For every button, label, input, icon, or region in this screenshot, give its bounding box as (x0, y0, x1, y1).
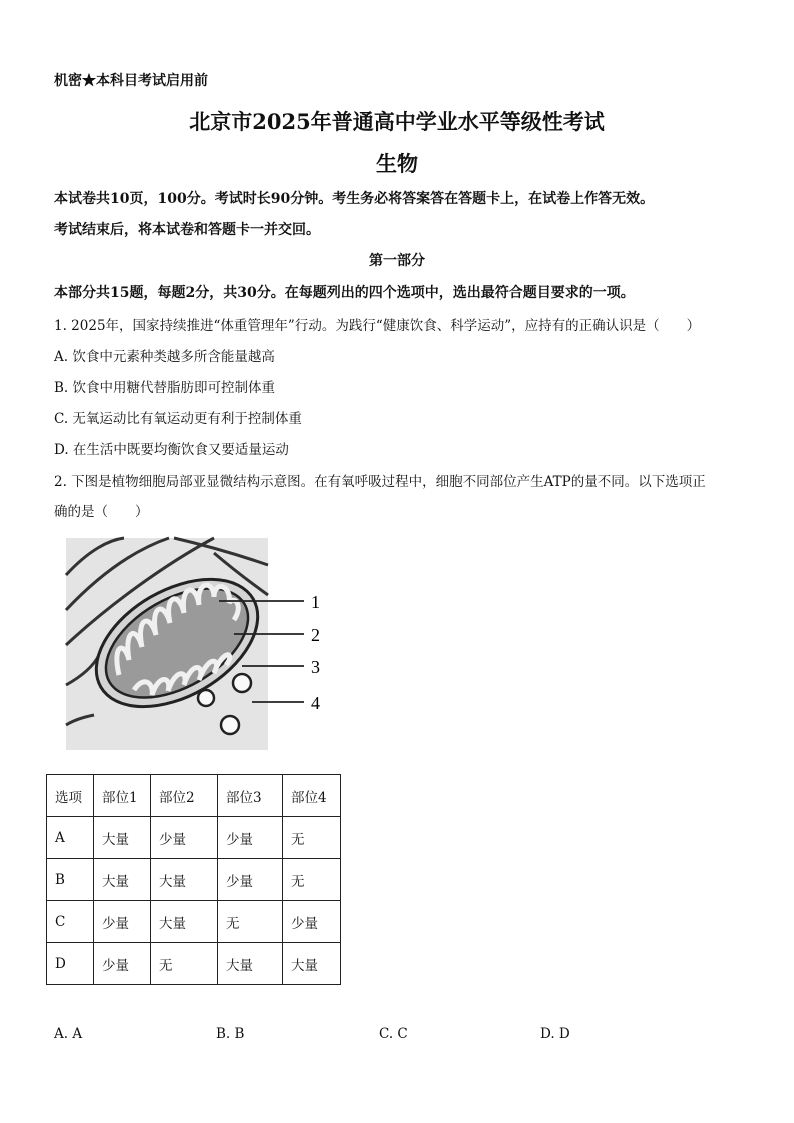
table-row (47, 817, 341, 859)
table-cell: 少量 (218, 859, 283, 901)
question-1-stem: 1. 2025年，国家持续推进“体重管理年”行动。为践行“健康饮食、科学运动”，应持有的正确认识是（ ） (54, 318, 701, 334)
table-header-cell: 部位3 (218, 775, 283, 817)
table-cell: 无 (218, 901, 283, 943)
question-1-option-c: C. 无氧运动比有氧运动更有利于控制体重 (54, 411, 302, 427)
figure-label-2: 2 (311, 625, 320, 645)
table-cell: 少量 (283, 901, 341, 943)
table-cell: 大量 (151, 901, 218, 943)
table-row (47, 943, 341, 985)
question-2-stem-line-1: 2. 下图是植物细胞局部亚显微结构示意图。在有氧呼吸过程中，细胞不同部位产生ATP的量不同。以下选项正 (54, 474, 706, 490)
figure-label-4: 4 (311, 693, 320, 713)
table-cell: 少量 (151, 817, 218, 859)
table-cell: 无 (283, 817, 341, 859)
question-1-option-d: D. 在生活中既要均衡饮食又要适量运动 (54, 442, 289, 458)
answer-choice-a: A. A (54, 1026, 83, 1042)
mitochondrion-diagram (64, 535, 334, 755)
question-1-option-a: A. 饮食中元素种类越多所含能量越高 (54, 349, 275, 365)
part-instructions: 本部分共15题，每题2分，共30分。在每题列出的四个选项中，选出最符合题目要求的一项。 (54, 285, 635, 301)
table-cell: A (47, 817, 94, 859)
table-header-cell: 部位1 (94, 775, 151, 817)
intro-line-1: 本试卷共10页，100分。考试时长90分钟。考生务必将答案答在答题卡上，在试卷上作答无效。 (54, 191, 655, 207)
table-header-cell: 部位2 (151, 775, 218, 817)
table-cell: 少量 (94, 901, 151, 943)
table-cell: B (47, 859, 94, 901)
confidential-notice: 机密★本科目考试启用前 (54, 73, 208, 89)
table-header-row (47, 775, 341, 817)
subject-title: 生物 (376, 151, 418, 176)
exam-title: 北京市2025年普通高中学业水平等级性考试 (189, 109, 605, 134)
table-cell: C (47, 901, 94, 943)
figure-label-1: 1 (311, 592, 320, 612)
table-row (47, 859, 341, 901)
table-header-cell: 部位4 (283, 775, 341, 817)
options-table (46, 774, 341, 985)
part-title: 第一部分 (369, 253, 425, 269)
table-cell: 大量 (94, 817, 151, 859)
table-cell: 少量 (94, 943, 151, 985)
table-cell: 大量 (94, 859, 151, 901)
answer-choice-b: B. B (216, 1026, 245, 1042)
figure-label-3: 3 (311, 657, 320, 677)
table-row (47, 901, 341, 943)
table-cell: 少量 (218, 817, 283, 859)
question-2-stem-line-2: 确的是（ ） (54, 504, 149, 520)
table-cell: 大量 (283, 943, 341, 985)
table-cell: 无 (283, 859, 341, 901)
table-cell: 大量 (218, 943, 283, 985)
answer-choice-c: C. C (379, 1026, 408, 1042)
table-header-cell: 选项 (47, 775, 94, 817)
table-cell: 无 (151, 943, 218, 985)
table-cell: 大量 (151, 859, 218, 901)
question-1-option-b: B. 饮食中用糖代替脂肪即可控制体重 (54, 380, 276, 396)
table-cell: D (47, 943, 94, 985)
answer-choice-d: D. D (540, 1026, 570, 1042)
intro-line-2: 考试结束后，将本试卷和答题卡一并交回。 (54, 222, 320, 238)
